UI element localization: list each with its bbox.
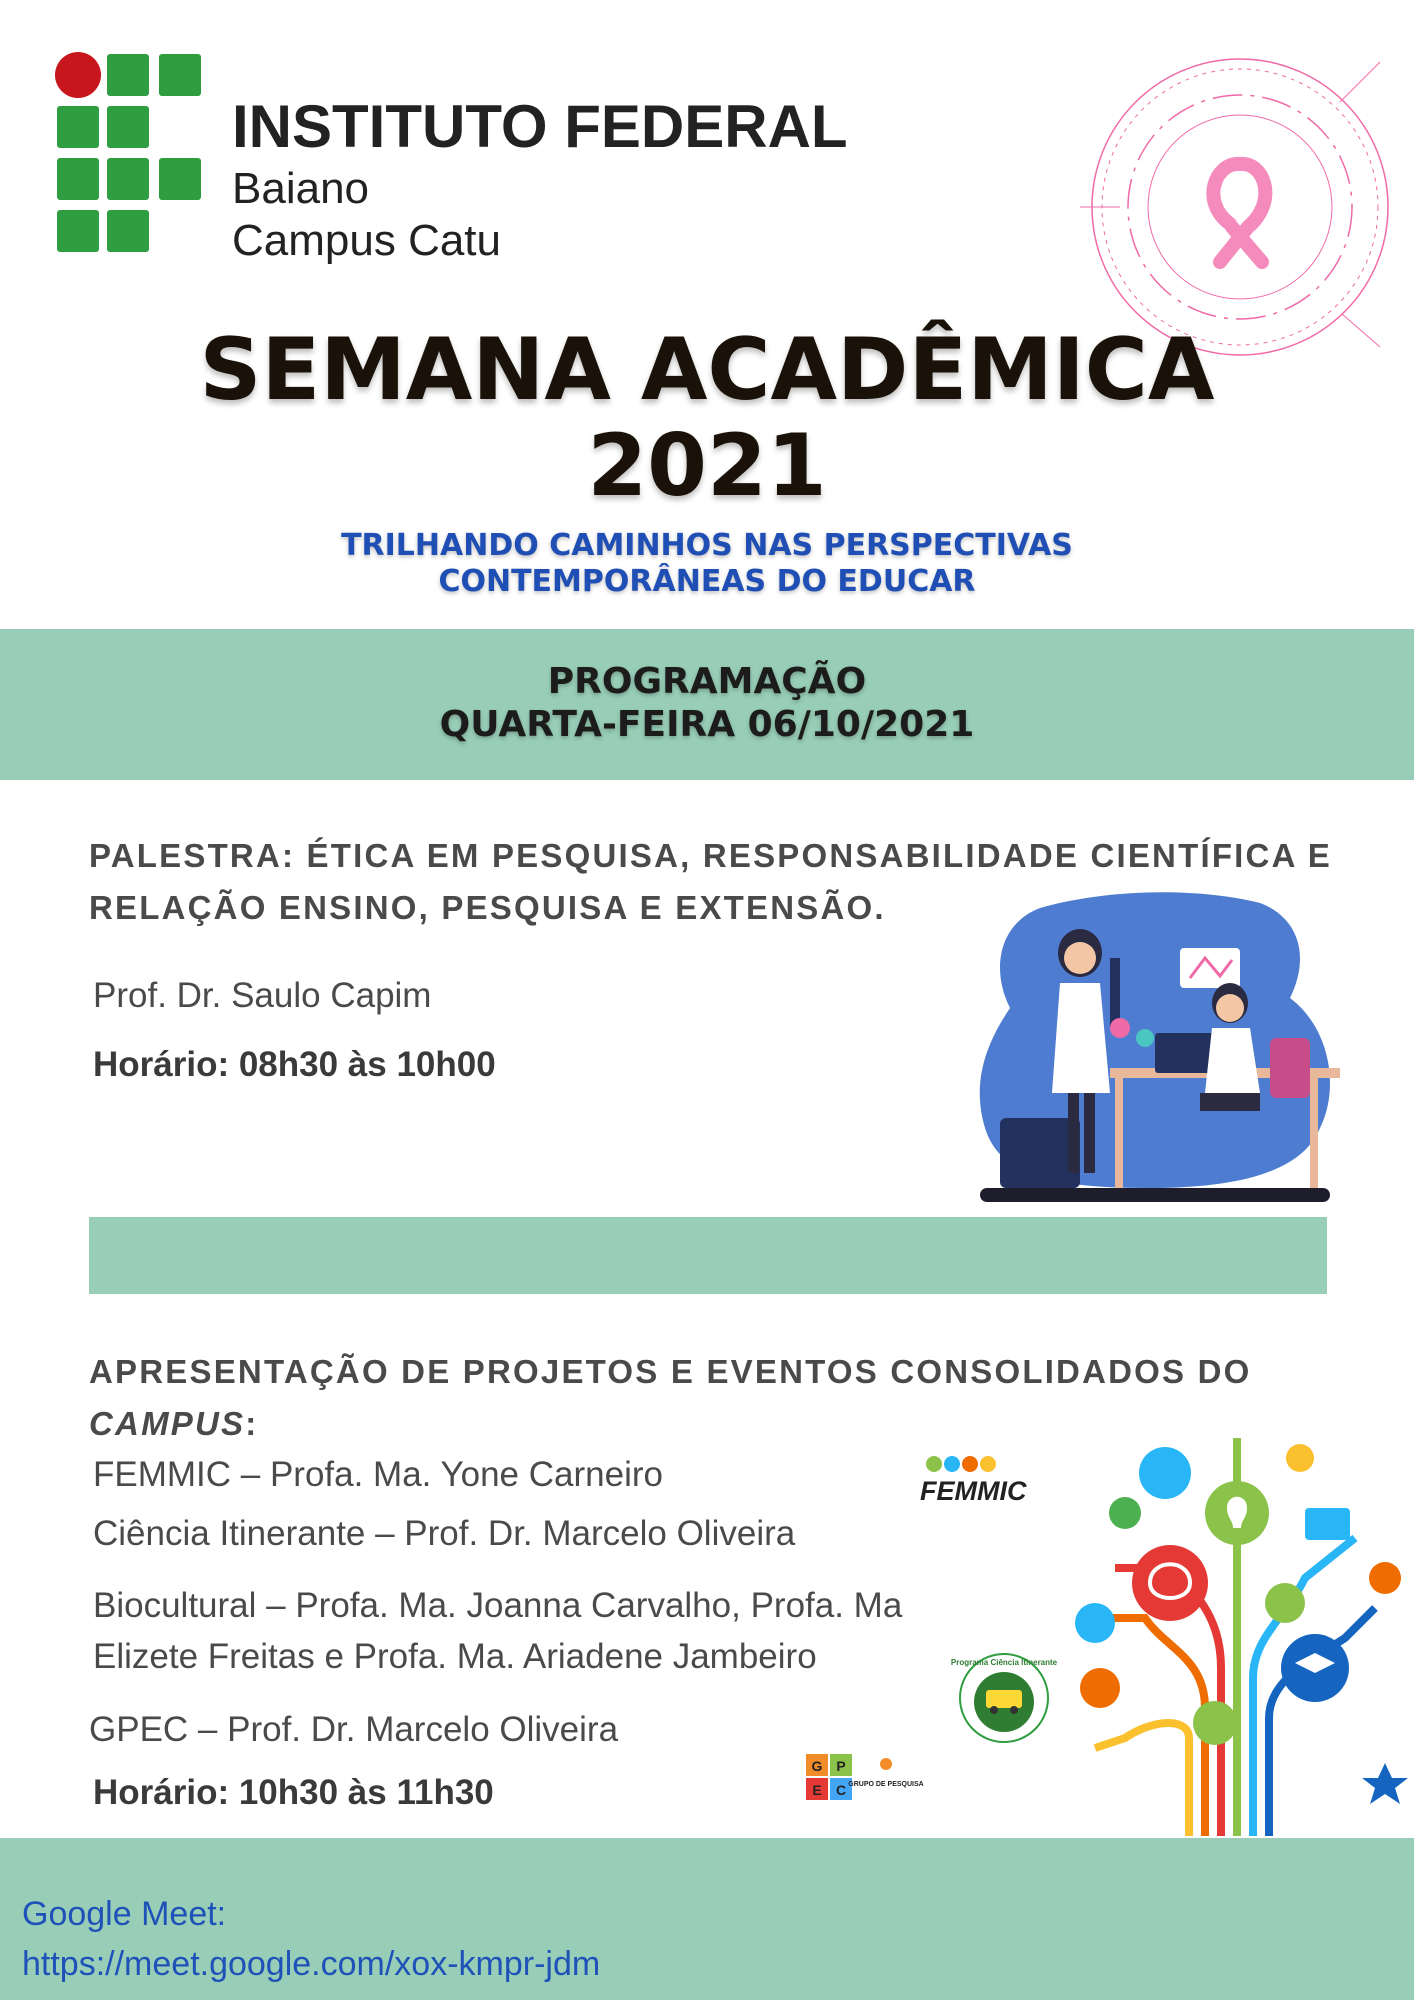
institution-name: INSTITUTO FEDERAL: [232, 93, 848, 160]
scientists-illustration: [970, 888, 1340, 1213]
if-logo: [55, 52, 207, 256]
project-item: Biocultural – Profa. Ma. Joanna Carvalho, Profa. Ma: [93, 1586, 903, 1625]
talk-speaker: Prof. Dr. Saulo Capim: [93, 976, 432, 1015]
google-meet-link[interactable]: https://meet.google.com/xox-kmpr-jdm: [22, 1945, 601, 1983]
if-logo-red-dot: [55, 52, 101, 98]
event-title-line1: SEMANA ACADÊMICA: [199, 320, 1215, 420]
project-item: Elizete Freitas e Profa. Ma. Ariadene Jambeiro: [93, 1637, 817, 1676]
education-tree-illustration: [1055, 1418, 1410, 1836]
gpec-text: GRUPO DE PESQUISA: [848, 1781, 924, 1788]
campus-name: Campus Catu: [232, 216, 502, 265]
projects-heading-campus: CAMPUS: [89, 1405, 246, 1442]
pink-ribbon-icon: [1080, 52, 1390, 362]
project-item: FEMMIC – Profa. Ma. Yone Carneiro: [93, 1455, 663, 1494]
gpec-letter: P: [836, 1758, 846, 1774]
femmic-logo-text: FEMMIC: [920, 1476, 1027, 1506]
if-logo-cell: [159, 158, 201, 200]
gpec-logo: [804, 1752, 924, 1814]
if-logo-cell: [107, 210, 149, 252]
event-subtitle-line1: TRILHANDO CAMINHOS NAS PERSPECTIVAS: [341, 528, 1073, 563]
if-logo-cell: [57, 210, 99, 252]
if-logo-cell: [159, 54, 201, 96]
event-subtitle-line2: CONTEMPORÂNEAS DO EDUCAR: [438, 564, 976, 599]
programacao-date: QUARTA-FEIRA 06/10/2021: [439, 704, 975, 745]
programacao-label: PROGRAMAÇÃO: [547, 661, 867, 702]
ciencia-itinerante-logo: [950, 1652, 1058, 1744]
project-item: GPEC – Prof. Dr. Marcelo Oliveira: [89, 1710, 619, 1749]
talk-heading-line2: RELAÇÃO ENSINO, PESQUISA E EXTENSÃO.: [89, 889, 886, 926]
event-year: 2021: [587, 416, 827, 516]
projects-time: Horário: 10h30 às 11h30: [93, 1773, 494, 1812]
programacao-header: [0, 660, 1414, 746]
project-item: Ciência Itinerante – Prof. Dr. Marcelo Oliveira: [93, 1514, 796, 1553]
talk-heading-line1: PALESTRA: ÉTICA EM PESQUISA, RESPONSABILIDADE CIENTÍFICA E: [89, 837, 1332, 874]
if-logo-cell: [57, 106, 99, 148]
talk-time: Horário: 08h30 às 10h00: [93, 1045, 496, 1084]
gpec-letter: E: [812, 1782, 822, 1798]
institution-subtitle: Baiano: [232, 164, 370, 213]
section-divider: [89, 1217, 1327, 1294]
event-subtitle: [0, 528, 1414, 600]
google-meet-label: Google Meet:: [22, 1895, 227, 1933]
if-logo-cell: [107, 54, 149, 96]
if-logo-cell: [107, 106, 149, 148]
projects-heading-line1: APRESENTAÇÃO DE PROJETOS E EVENTOS CONSOLIDADOS DO: [89, 1353, 1252, 1390]
ciencia-itinerante-logo-text: Programa Ciência Itinerante: [950, 1658, 1058, 1667]
gpec-letter: G: [811, 1758, 823, 1774]
event-title: [0, 322, 1414, 514]
gpec-letter: C: [835, 1782, 847, 1798]
if-logo-cell: [57, 158, 99, 200]
projects-heading-colon: :: [245, 1405, 259, 1442]
if-logo-cell: [107, 158, 149, 200]
